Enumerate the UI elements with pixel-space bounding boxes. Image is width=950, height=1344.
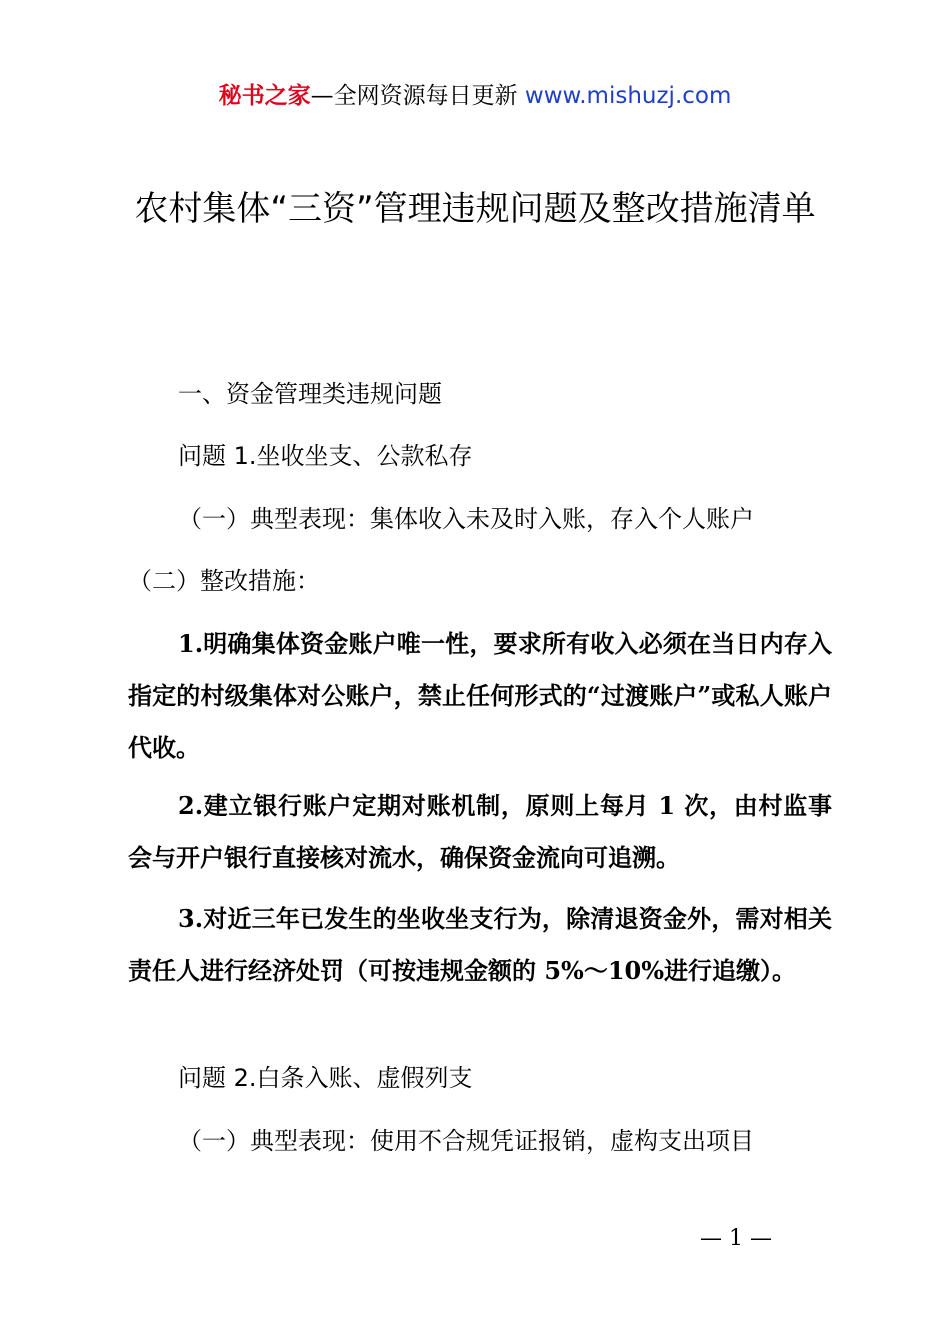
problem1-measures-heading: （二）整改措施： bbox=[128, 567, 320, 595]
banner-brand: 秘书之家 bbox=[218, 83, 311, 109]
section1-heading: 一、资金管理类违规问题 bbox=[178, 380, 442, 408]
measure-3: 3.对近三年已发生的坐收坐支行为，除清退资金外，需对相关责任人进行经济处罚（可按违规金额的 5%～10%进行追缴）。 bbox=[128, 904, 832, 985]
problem1-title: 问题 1.坐收坐支、公款私存 bbox=[178, 442, 473, 470]
banner-slogan: —全网资源每日更新 bbox=[310, 83, 525, 109]
problem2-typical: （一）典型表现：使用不合规凭证报销，虚构支出项目 bbox=[178, 1127, 754, 1155]
measure-1: 1.明确集体资金账户唯一性，要求所有收入必须在当日内存入指定的村级集体对公账户，禁止任何形式的“过渡账户”或私人账户代收。 bbox=[128, 629, 832, 762]
problem2-title: 问题 2.白条入账、虚假列支 bbox=[178, 1064, 473, 1092]
measure-2: 2.建立银行账户定期对账机制，原则上每月 1 次，由村监事会与开户银行直接核对流水，确保资金流向可追溯。 bbox=[128, 791, 832, 872]
banner-url-link[interactable]: www.mishuzj.com bbox=[524, 83, 732, 109]
problem1-typical: （一）典型表现：集体收入未及时入账，存入个人账户 bbox=[178, 505, 754, 533]
site-banner bbox=[0, 80, 950, 112]
document-title: 农村集体“三资”管理违规问题及整改措施清单 bbox=[134, 189, 816, 229]
page-number: — 1 — bbox=[700, 1226, 772, 1251]
